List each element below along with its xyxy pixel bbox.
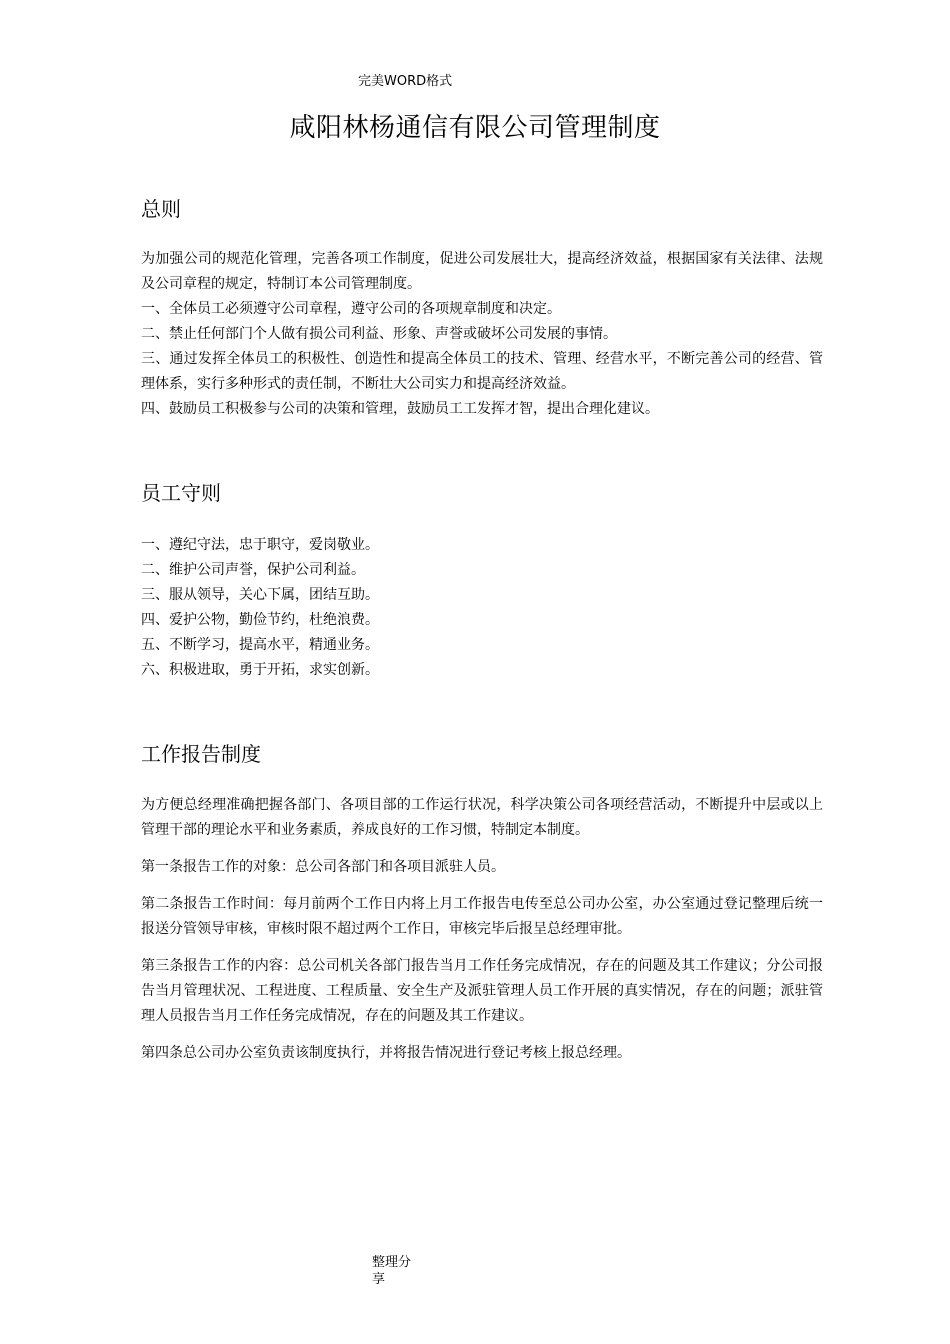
section-heading-general: 总则 [141,197,181,221]
report-paragraph: 第一条报告工作的对象：总公司各部门和各项目派驻人员。 [141,859,505,875]
report-paragraph: 为方便总经理准确把握各部门、各项目部的工作运行状况，科学决策公司各项经营活动，不断提升中层或以上管理干部的理论水平和业务素质，养成良好的工作习惯，特制定本制度。 [141,797,823,838]
general-intro: 为加强公司的规范化管理，完善各项工作制度，促进公司发展壮大，提高经济效益，根据国家有关法律、法规及公司章程的规定，特制订本公司管理制度。 [141,251,823,292]
general-item: 三、通过发挥全体员工的积极性、创造性和提高全体员工的技术、管理、经营水平，不断完善公司的经营、管理体系，实行多种形式的责任制，不断壮大公司实力和提高经济效益。 [141,351,823,392]
general-item: 四、鼓励员工积极参与公司的决策和管理，鼓励员工工发挥才智，提出合理化建议。 [141,401,659,417]
conduct-item: 三、服从领导，关心下属，团结互助。 [141,587,379,603]
conduct-item: 五、不断学习，提高水平，精通业务。 [141,637,379,653]
general-item: 二、禁止任何部门个人做有损公司利益、形象、声誉或破坏公司发展的事情。 [141,326,617,342]
section-heading-report: 工作报告制度 [141,742,261,766]
section-heading-conduct: 员工守则 [141,481,221,505]
document-title: 咸阳林杨通信有限公司管理制度 [289,113,661,143]
conduct-item: 四、爱护公物，勤俭节约，杜绝浪费。 [141,612,379,628]
footer-note: 整理分享 [372,1255,412,1287]
report-paragraph: 第四条总公司办公室负责该制度执行，并将报告情况进行登记考核上报总经理。 [141,1045,631,1061]
section-report-body [141,793,823,1078]
section-general-body [141,247,823,422]
section-conduct-body [141,533,823,683]
header-note: 完美WORD格式 [358,74,453,89]
conduct-item: 一、遵纪守法，忠于职守，爱岗敬业。 [141,537,379,553]
conduct-item: 二、维护公司声誉，保护公司利益。 [141,562,365,578]
conduct-item: 六、积极进取，勇于开拓，求实创新。 [141,662,379,678]
report-paragraph: 第三条报告工作的内容：总公司机关各部门报告当月工作任务完成情况，存在的问题及其工作建议；分公司报告当月管理状况、工程进度、工程质量、安全生产及派驻管理人员工作开展的真实情况，存在的问题；派驻管理人员报告当月工作任务完成情况，存在的问题及其工作建议。 [141,958,823,1024]
general-item: 一、全体员工必须遵守公司章程，遵守公司的各项规章制度和决定。 [141,301,561,317]
report-paragraph: 第二条报告工作时间：每月前两个工作日内将上月工作报告电传至总公司办公室，办公室通过登记整理后统一报送分管领导审核，审核时限不超过两个工作日，审核完毕后报呈总经理审批。 [141,896,823,937]
